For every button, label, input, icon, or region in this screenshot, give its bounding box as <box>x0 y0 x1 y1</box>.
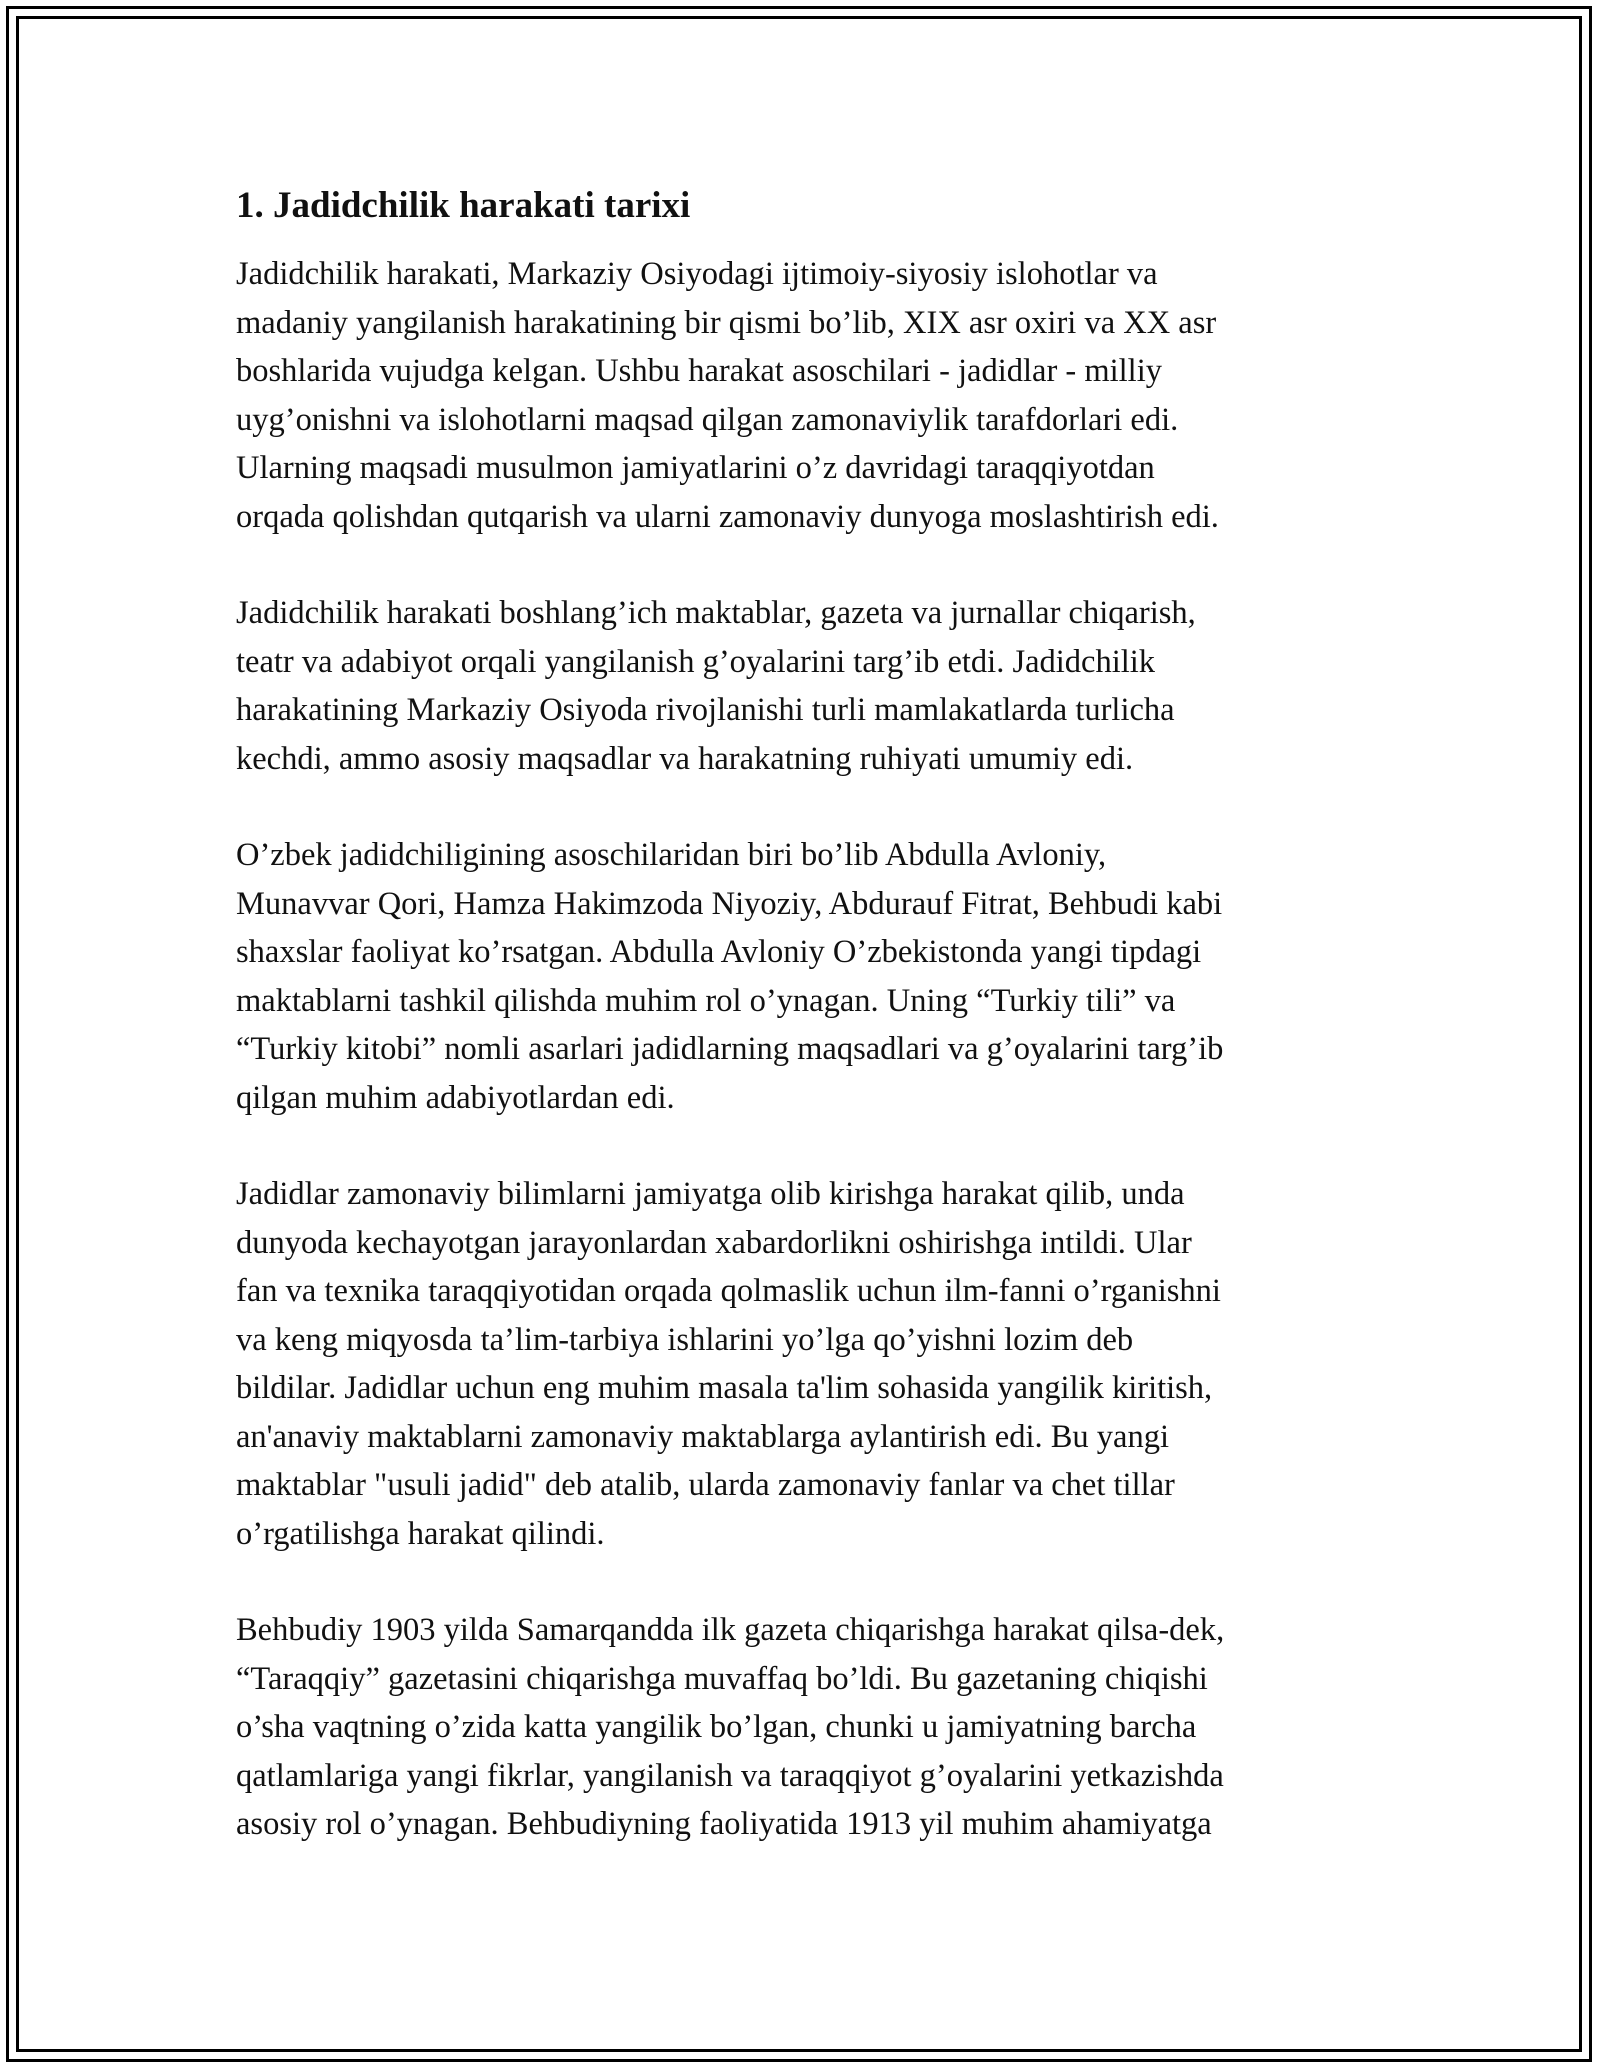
paragraph-5 <box>236 1606 1366 1849</box>
paragraph-2 <box>236 589 1366 783</box>
text-line: bildilar. Jadidlar uchun eng muhim masala ta'lim sohasida yangilik kiritish, <box>236 1370 1213 1406</box>
text-line: O’zbek jadidchiligining asoschilaridan biri bo’lib Abdulla Avloniy, <box>236 837 1107 873</box>
text-line: Jadidlar zamonaviy bilimlarni jamiyatga olib kirishga harakat qilib, unda <box>236 1176 1185 1212</box>
text-line: qatlamlariga yangi fikrlar, yangilanish va taraqqiyot g’oyalarini yetkazishda <box>236 1757 1224 1794</box>
text-line: Munavvar Qori, Hamza Hakimzoda Niyoziy, Abdurauf Fitrat, Behbudi kabi <box>236 885 1223 922</box>
text-line: maktablarni tashkil qilishda muhim rol o’ynagan. Uning “Turkiy tili” va <box>236 982 1176 1019</box>
text-line: Jadidchilik harakati, Markaziy Osiyodagi ijtimoiy-siyosiy islohotlar va <box>236 256 1158 292</box>
text-line: harakatining Markaziy Osiyoda rivojlanishi turli mamlakatlarda turlicha <box>236 692 1175 728</box>
text-line: “Turkiy kitobi” nomli asarlari jadidlarning maqsadlari va g’oyalarini targ’ib <box>236 1031 1224 1067</box>
text-line: Jadidchilik harakati boshlang’ich maktablar, gazeta va jurnallar chiqarish, <box>236 595 1196 631</box>
text-line: asosiy rol o’ynagan. Behbudiyning faoliyatida 1913 yil muhim ahamiyatga <box>236 1806 1212 1842</box>
text-line: madaniy yangilanish harakatining bir qismi bo’lib, XIX asr oxiri va XX asr <box>236 304 1217 341</box>
text-line: o’sha vaqtning o’zida katta yangilik bo’lgan, chunki u jamiyatning barcha <box>236 1709 1197 1745</box>
section-heading: 1. Jadidchilik harakati tarixi <box>236 185 691 226</box>
text-line: va keng miqyosda ta’lim-tarbiya ishlarini yo’lga qo’yishni lozim deb <box>236 1321 1134 1358</box>
text-line: uyg’onishni va islohotlarni maqsad qilgan zamonaviylik tarafdorlari edi. <box>236 401 1179 438</box>
paragraph-1 <box>236 250 1366 541</box>
paragraph-3 <box>236 831 1366 1122</box>
text-line: o’rgatilishga harakat qilindi. <box>236 1515 605 1552</box>
text-line: maktablar "usuli jadid" deb atalib, ularda zamonaviy fanlar va chet tillar <box>236 1467 1175 1503</box>
text-line: orqada qolishdan qutqarish va ularni zamonaviy dunyoga moslashtirish edi. <box>236 498 1219 535</box>
text-line: teatr va adabiyot orqali yangilanish g’oyalarini targ’ib etdi. Jadidchilik <box>236 643 1156 680</box>
text-line: dunyoda kechayotgan jarayonlardan xabardorlikni oshirishga intildi. Ular <box>236 1224 1192 1261</box>
text-line: qilgan muhim adabiyotlardan edi. <box>236 1079 675 1116</box>
text-line: boshlarida vujudga kelgan. Ushbu harakat asoschilari - jadidlar - milliy <box>236 353 1162 389</box>
text-line: “Taraqqiy” gazetasini chiqarishga muvaffaq bo’ldi. Bu gazetaning chiqishi <box>236 1660 1208 1697</box>
text-line: shaxslar faoliyat ko’rsatgan. Abdulla Avloniy O’zbekistonda yangi tipdagi <box>236 934 1202 970</box>
text-line: Behbudiy 1903 yilda Samarqandda ilk gazeta chiqarishga harakat qilsa-dek, <box>236 1612 1225 1648</box>
text-line: fan va texnika taraqqiyotidan orqada qolmaslik uchun ilm-fanni o’rganishni <box>236 1273 1221 1309</box>
text-line: an'anaviy maktablarni zamonaviy maktablarga aylantirish edi. Bu yangi <box>236 1418 1170 1455</box>
paragraph-4 <box>236 1170 1366 1558</box>
text-line: Ularning maqsadi musulmon jamiyatlarini o’z davridagi taraqqiyotdan <box>236 450 1155 486</box>
text-line: kechdi, ammo asosiy maqsadlar va harakatning ruhiyati umumiy edi. <box>236 740 1134 777</box>
document-body <box>236 184 1366 1897</box>
